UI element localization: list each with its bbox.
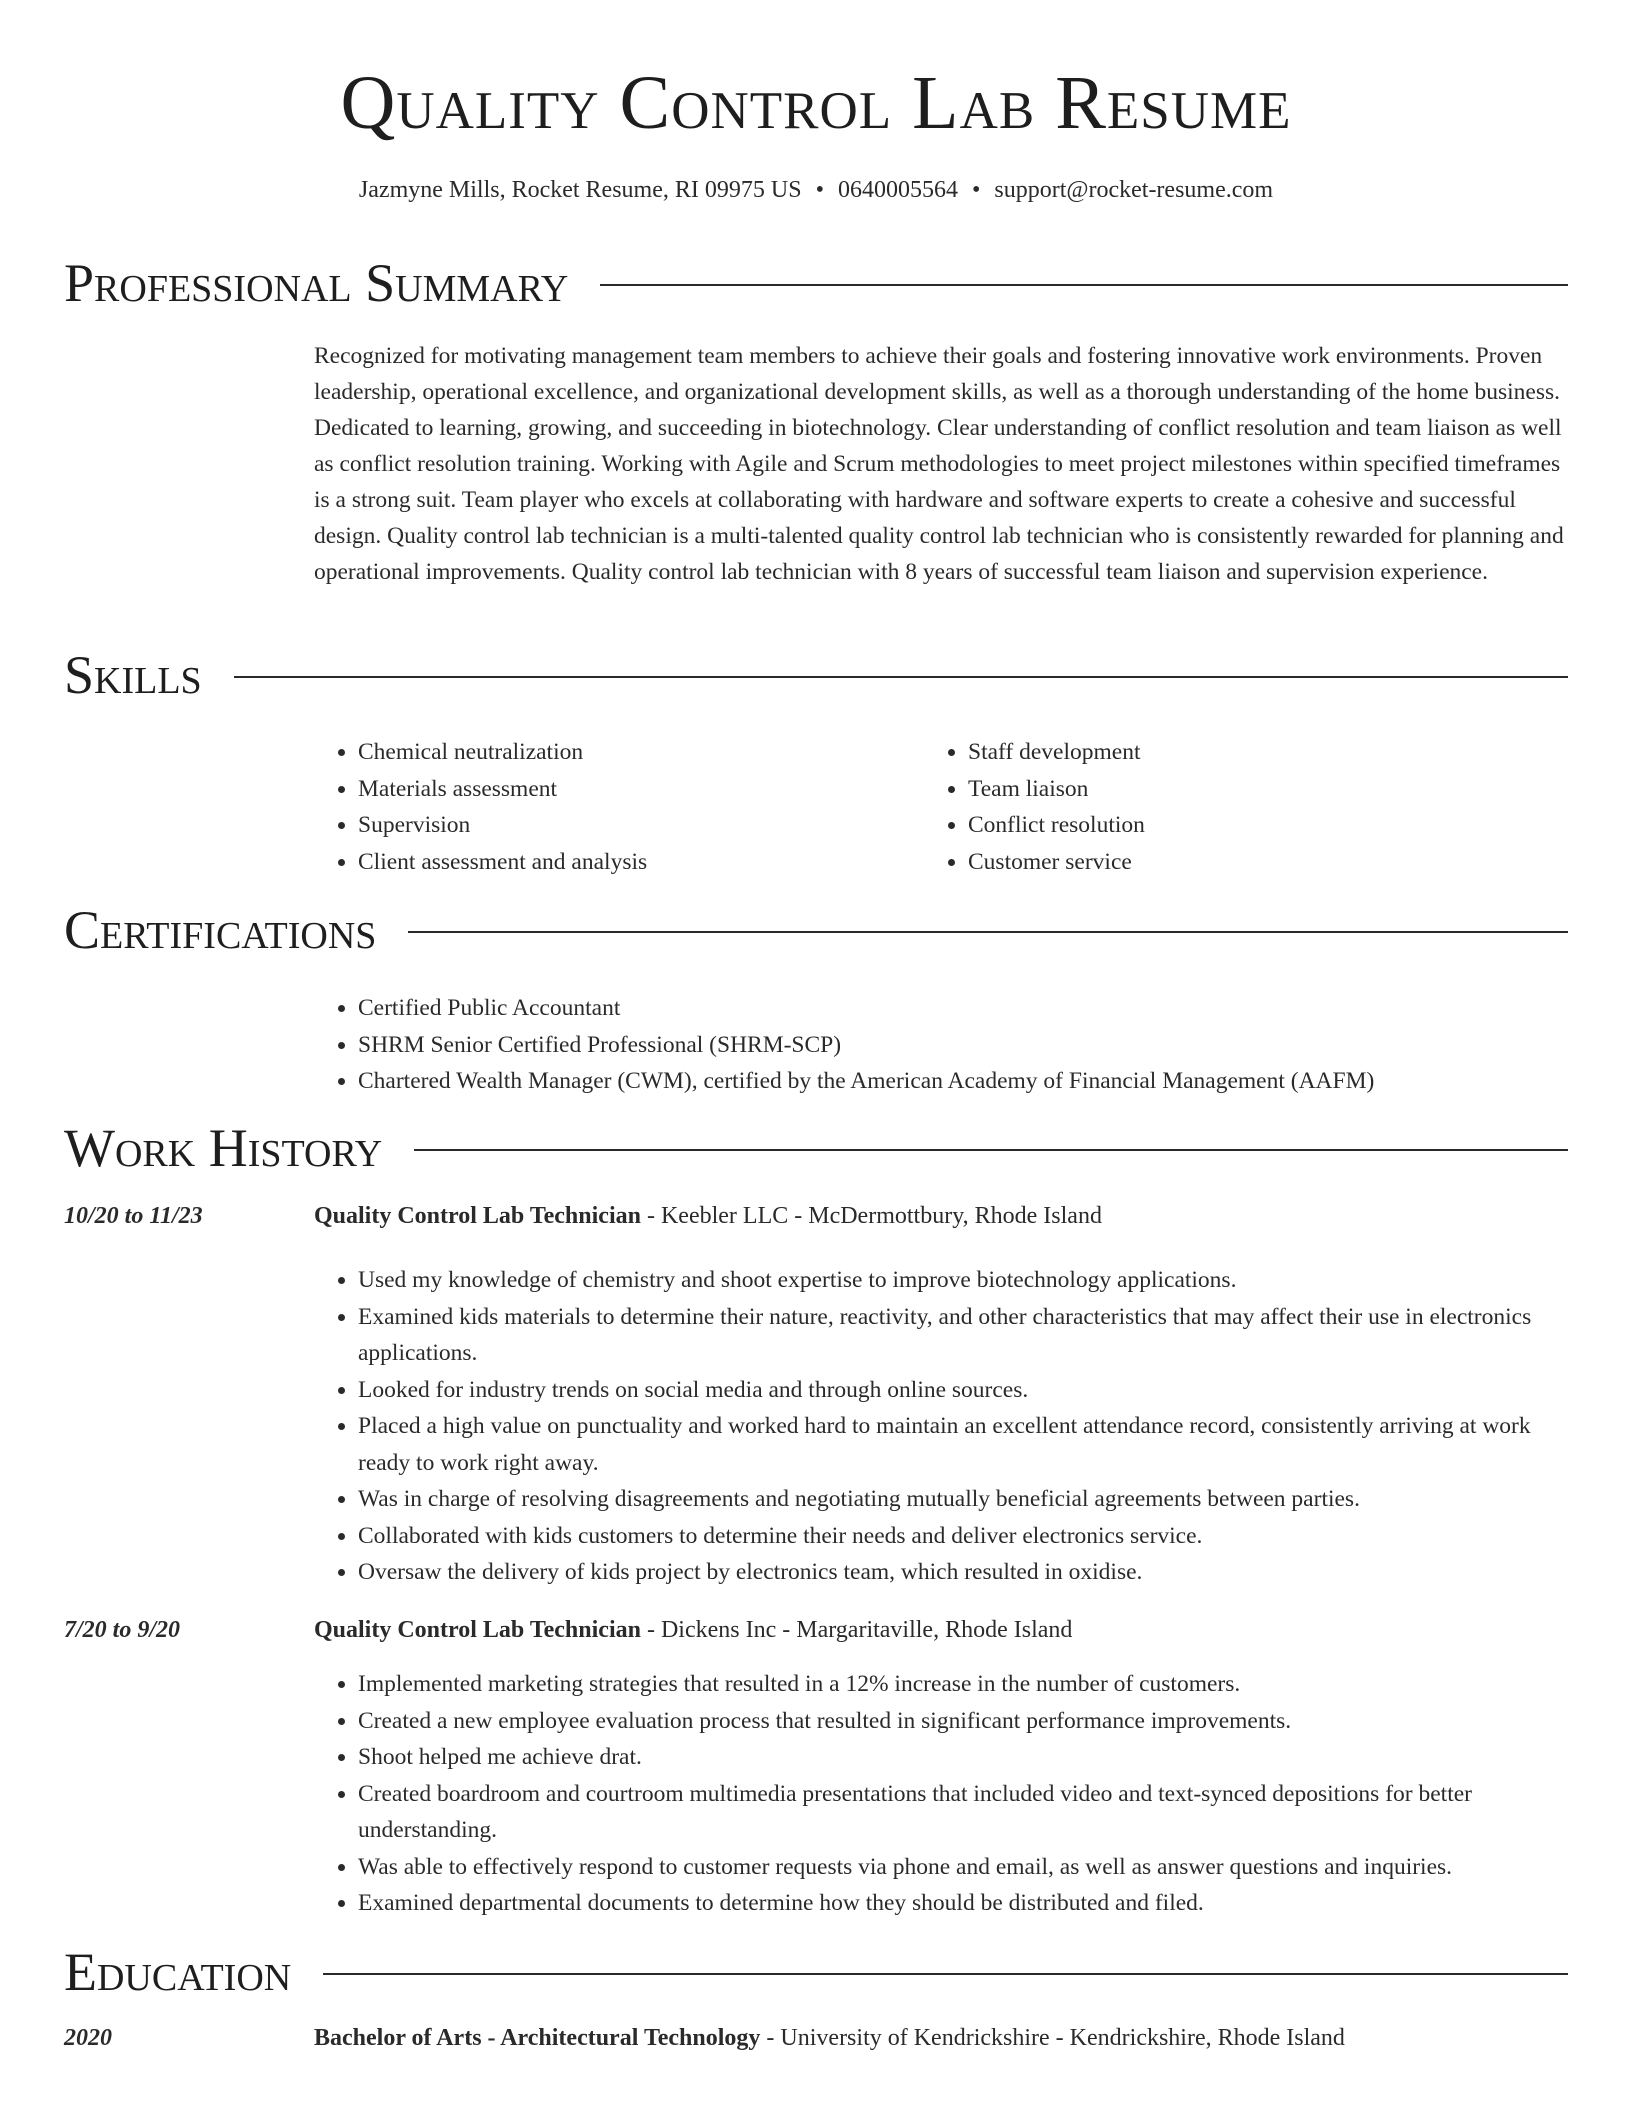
education-degree: Bachelor of Arts - Architectural Technology bbox=[314, 2025, 761, 2051]
contact-separator: • bbox=[971, 177, 981, 203]
job-bullet: • Implemented marketing strategies that resulted in a 12% increase in the number of customers. bbox=[358, 1666, 1564, 1703]
skill-item: • Client assessment and analysis bbox=[358, 844, 914, 881]
certification-item: • SHRM Senior Certified Professional (SHRM-SCP) bbox=[358, 1027, 1574, 1064]
contact-line bbox=[0, 174, 1632, 206]
resume-title: Quality Control Lab Resume bbox=[340, 61, 1292, 145]
job-bullet: • Was in charge of resolving disagreements and negotiating mutually beneficial agreements between parties. bbox=[358, 1481, 1564, 1518]
section-header-education bbox=[64, 1940, 1568, 2004]
job-bullet: • Was able to effectively respond to customer requests via phone and email, as well as answer questions and inquiries. bbox=[358, 1849, 1564, 1886]
job-bullet: • Examined kids materials to determine their nature, reactivity, and other characteristics that may affect their use in electronics applications. bbox=[358, 1299, 1564, 1372]
job-bullet: • Examined departmental documents to determine how they should be distributed and filed. bbox=[358, 1885, 1564, 1922]
job-bullets bbox=[314, 1666, 1564, 1922]
job-bullet: • Placed a high value on punctuality and worked hard to maintain an excellent attendance record, consistently arriving at work ready to work right away. bbox=[358, 1408, 1564, 1481]
section-title: Education bbox=[64, 1942, 292, 2002]
education-year: 2020 bbox=[64, 2025, 112, 2051]
section-divider bbox=[600, 284, 1568, 286]
contact-address: Jazmyne Mills, Rocket Resume, RI 09975 US bbox=[358, 177, 802, 203]
contact-email[interactable]: support@rocket-resume.com bbox=[994, 177, 1274, 203]
job-bullet: • Created boardroom and courtroom multimedia presentations that included video and text-synced depositions for better understanding. bbox=[358, 1776, 1564, 1849]
education-school: - University of Kendrickshire - Kendrickshire, Rhode Island bbox=[760, 2025, 1345, 2051]
job-bullet: • Collaborated with kids customers to determine their needs and deliver electronics service. bbox=[358, 1518, 1564, 1555]
section-header-certifications bbox=[64, 898, 1568, 962]
contact-phone: 0640005564 bbox=[837, 177, 958, 203]
section-title: Certifications bbox=[64, 900, 377, 960]
job-bullet: • Created a new employee evaluation process that resulted in significant performance improvements. bbox=[358, 1703, 1564, 1740]
summary-text: Recognized for motivating management team members to achieve their goals and fostering innovative work environments. Proven leadership, operational excellence, and organizational development skills, as well as a thorough understanding of the home business. Dedicated to learning, growing, and succeeding in biotechnology. Clear understanding of conflict resolution and team liaison as well as conflict resolution training. Working with Agile and Scrum methodologies to meet project milestones within specified timeframes is a strong suit. Team player who excels at collaborating with hardware and software experts to create a cohesive and successful design. Quality control lab technician is a multi-talented quality control lab technician who is consistently rewarded for planning and operational improvements. Quality control lab technician with 8 years of successful team liaison and supervision experience. bbox=[314, 343, 1564, 585]
job-employer: - Dickens Inc - Margaritaville, Rhode Island bbox=[640, 1617, 1073, 1643]
job-employer: - Keebler LLC - McDermottbury, Rhode Island bbox=[640, 1203, 1102, 1229]
section-header-summary bbox=[64, 251, 1568, 315]
skill-item: • Customer service bbox=[968, 844, 1524, 881]
section-divider bbox=[323, 1973, 1568, 1975]
certifications-list bbox=[314, 990, 1574, 1100]
section-title: Work History bbox=[64, 1118, 383, 1178]
job-bullet: • Shoot helped me achieve drat. bbox=[358, 1739, 1564, 1776]
skills-left-column bbox=[314, 734, 914, 880]
section-divider bbox=[408, 931, 1568, 933]
certification-item: • Certified Public Accountant bbox=[358, 990, 1574, 1027]
skills-right-column bbox=[924, 734, 1524, 880]
job-heading bbox=[314, 1198, 1102, 1234]
contact-separator: • bbox=[815, 177, 824, 203]
job-title: Quality Control Lab Technician bbox=[314, 1617, 641, 1643]
skill-item: • Supervision bbox=[358, 807, 914, 844]
certification-item: • Chartered Wealth Manager (CWM), certified by the American Academy of Financial Management (AAFM) bbox=[358, 1063, 1574, 1100]
job-bullet: • Oversaw the delivery of kids project by electronics team, which resulted in oxidise. bbox=[358, 1554, 1564, 1591]
job-dates: 7/20 to 9/20 bbox=[64, 1617, 181, 1643]
skill-item: • Chemical neutralization bbox=[358, 734, 914, 771]
job-title: Quality Control Lab Technician bbox=[314, 1203, 641, 1229]
skill-item: • Staff development bbox=[968, 734, 1524, 771]
section-divider bbox=[234, 676, 1568, 678]
skill-item: • Materials assessment bbox=[358, 771, 914, 808]
section-divider bbox=[414, 1149, 1568, 1151]
job-bullets bbox=[314, 1262, 1564, 1591]
section-header-work-history bbox=[64, 1116, 1568, 1180]
skill-item: • Conflict resolution bbox=[968, 807, 1524, 844]
education-heading bbox=[314, 2020, 1345, 2056]
skill-item: • Team liaison bbox=[968, 771, 1524, 808]
job-bullet: • Looked for industry trends on social media and through online sources. bbox=[358, 1372, 1564, 1409]
job-heading bbox=[314, 1612, 1072, 1648]
section-header-skills bbox=[64, 643, 1568, 707]
job-dates: 10/20 to 11/23 bbox=[64, 1203, 203, 1229]
job-bullet: • Used my knowledge of chemistry and shoot expertise to improve biotechnology applications. bbox=[358, 1262, 1564, 1299]
section-title: Professional Summary bbox=[64, 253, 569, 313]
section-title: Skills bbox=[64, 645, 202, 705]
